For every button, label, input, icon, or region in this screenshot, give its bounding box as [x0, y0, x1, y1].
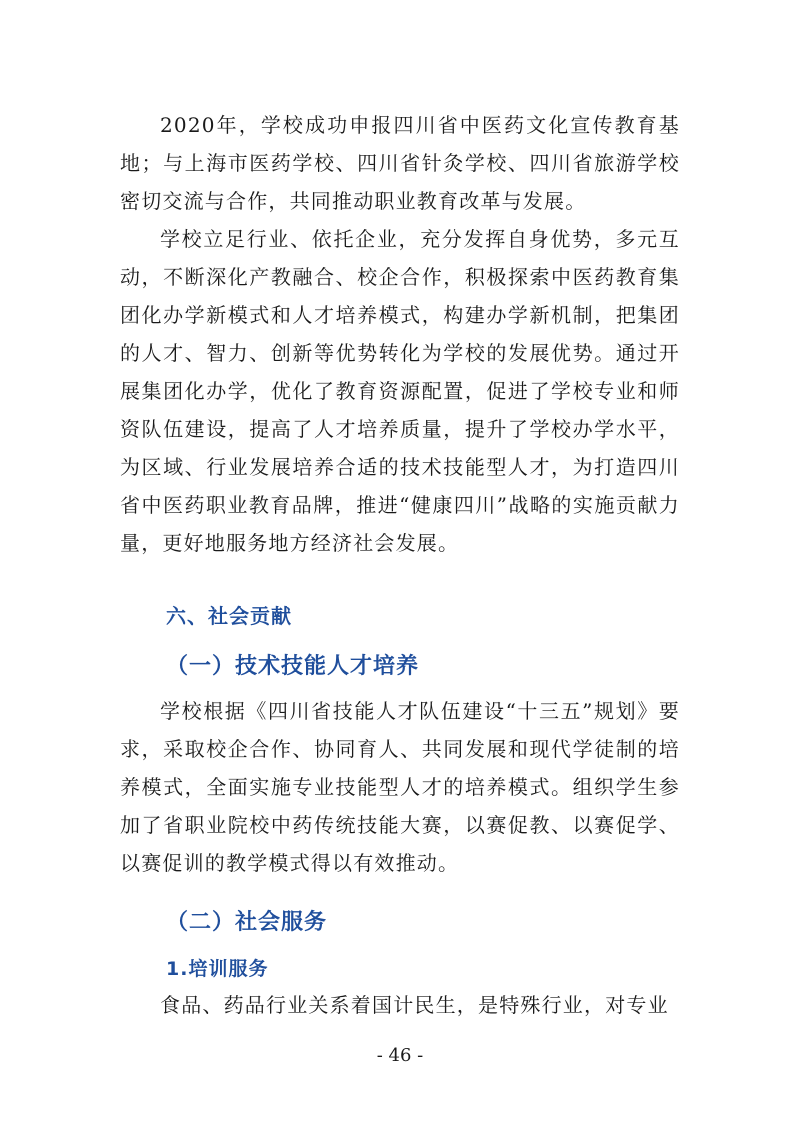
- paragraph-talent-training: 学校根据《四川省技能人才队伍建设“十三五”规划》要求，采取校企合作、协同育人、共同发展和现代学徒制的培养模式，全面实施专业技能型人才的培养模式。组织学生参加了省职业院校中药传统技能大赛，以赛促教、以赛促学、以赛促训的教学模式得以有效推动。: [120, 699, 680, 875]
- subheading-talent-training: （一）技术技能人才培养: [166, 654, 420, 679]
- paragraph-group-education: 学校立足行业、依托企业，充分发挥自身优势，多元互动，不断深化产教融合、校企合作，积极探索中医药教育集团化办学新模式和人才培养模式，构建办学新机制，把集团的人才、智力、创新等优势转化为学校的发展优势。通过开展集团化办学，优化了教育资源配置，促进了学校专业和师资队伍建设，提高了人才培养质量，提升了学校办学水平，为区域、行业发展培养合适的技术技能型人才，为打造四川省中医药职业教育品牌，推进“健康四川”战略的实施贡献力量，更好地服务地方经济社会发展。: [120, 227, 680, 555]
- paragraph-cooperation: 2020年，学校成功申报四川省中医药文化宣传教育基地；与上海市医药学校、四川省针灸学校、四川省旅游学校密切交流与合作，共同推动职业教育改革与发展。: [120, 113, 680, 213]
- item-heading-training-service: 1.培训服务: [166, 958, 269, 980]
- page-number: - 46 -: [376, 1045, 424, 1066]
- paragraph-food-drug: 食品、药品行业关系着国计民生，是特殊行业，对专业: [160, 993, 669, 1017]
- section-heading-social-contribution: 六、社会贡献: [166, 604, 292, 628]
- subheading-social-service: （二）社会服务: [166, 910, 328, 935]
